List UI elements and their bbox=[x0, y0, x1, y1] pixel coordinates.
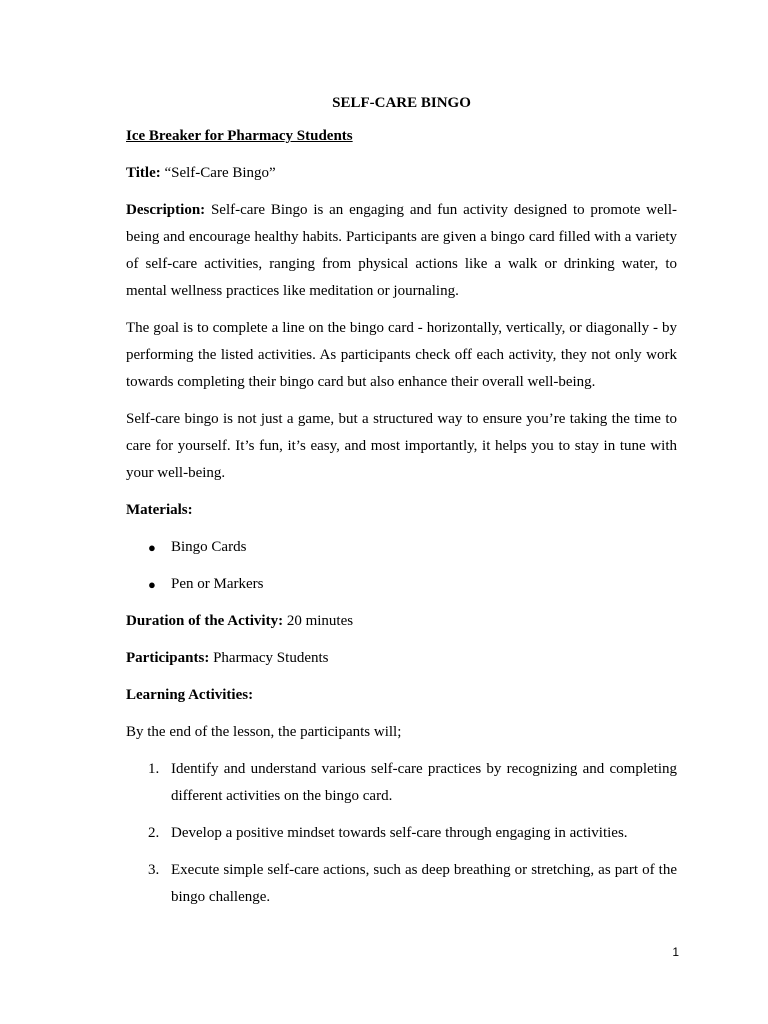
learning-label: Learning Activities: bbox=[126, 687, 254, 703]
duration-line bbox=[126, 608, 677, 635]
bullet-icon: ● bbox=[148, 577, 156, 592]
list-item-text: Execute simple self-care actions, such as deep breathing or stretching, as part of the bingo challenge. bbox=[171, 862, 677, 905]
duration-value: 20 minutes bbox=[286, 613, 354, 629]
title-value: “Self-Care Bingo” bbox=[164, 165, 276, 181]
list-item-text: Bingo Cards bbox=[171, 539, 247, 555]
participants-line bbox=[126, 645, 677, 672]
materials-heading bbox=[126, 497, 677, 524]
duration-label: Duration of the Activity: bbox=[126, 613, 284, 629]
bullet-icon: ● bbox=[148, 540, 156, 555]
list-number: 1. bbox=[148, 761, 160, 777]
list-item bbox=[126, 756, 677, 810]
description-paragraph bbox=[126, 197, 677, 305]
description-label: Description: bbox=[126, 202, 206, 218]
list-item-text: Identify and understand various self-care practices by recognizing and completing different activities on the bingo card. bbox=[171, 761, 677, 804]
description-text: Self-care Bingo is an engaging and fun activity designed to promote well-being and encourage healthy habits. Participants are given a bingo card filled with a variety of self-care activities, ranging from physical actions like a walk or drinking water, to mental wellness practices like meditation or journaling. bbox=[126, 202, 677, 299]
learning-list bbox=[126, 756, 677, 911]
self-care-paragraph: Self-care bingo is not just a game, but a structured way to ensure you’re taking the time to care for yourself. It’s fun, it’s easy, and most importantly, it helps you to stay in tune with your well-being. bbox=[126, 411, 677, 481]
document-body bbox=[126, 93, 677, 921]
list-item-text: Develop a positive mindset towards self-care through engaging in activities. bbox=[171, 825, 628, 841]
materials-label: Materials: bbox=[126, 502, 193, 518]
learning-heading bbox=[126, 682, 677, 709]
participants-value: Pharmacy Students bbox=[213, 650, 329, 666]
page-number: 1 bbox=[672, 945, 679, 959]
title-label: Title: bbox=[126, 165, 161, 181]
list-item bbox=[126, 857, 677, 911]
list-item bbox=[126, 534, 677, 561]
learning-intro: By the end of the lesson, the participants will; bbox=[126, 724, 402, 740]
list-item bbox=[126, 820, 677, 847]
participants-label: Participants: bbox=[126, 650, 210, 666]
list-number: 3. bbox=[148, 862, 160, 878]
document-subtitle: Ice Breaker for Pharmacy Students bbox=[126, 128, 353, 144]
materials-list bbox=[126, 534, 677, 598]
document-title: SELF-CARE BINGO bbox=[332, 95, 471, 111]
list-item-text: Pen or Markers bbox=[171, 576, 264, 592]
list-item bbox=[126, 571, 677, 598]
title-line bbox=[126, 160, 677, 187]
list-number: 2. bbox=[148, 825, 160, 841]
goal-paragraph: The goal is to complete a line on the bingo card - horizontally, vertically, or diagonally - by performing the listed activities. As participants check off each activity, they not only work towards completing their bingo card but also enhance their overall well-being. bbox=[126, 320, 677, 390]
